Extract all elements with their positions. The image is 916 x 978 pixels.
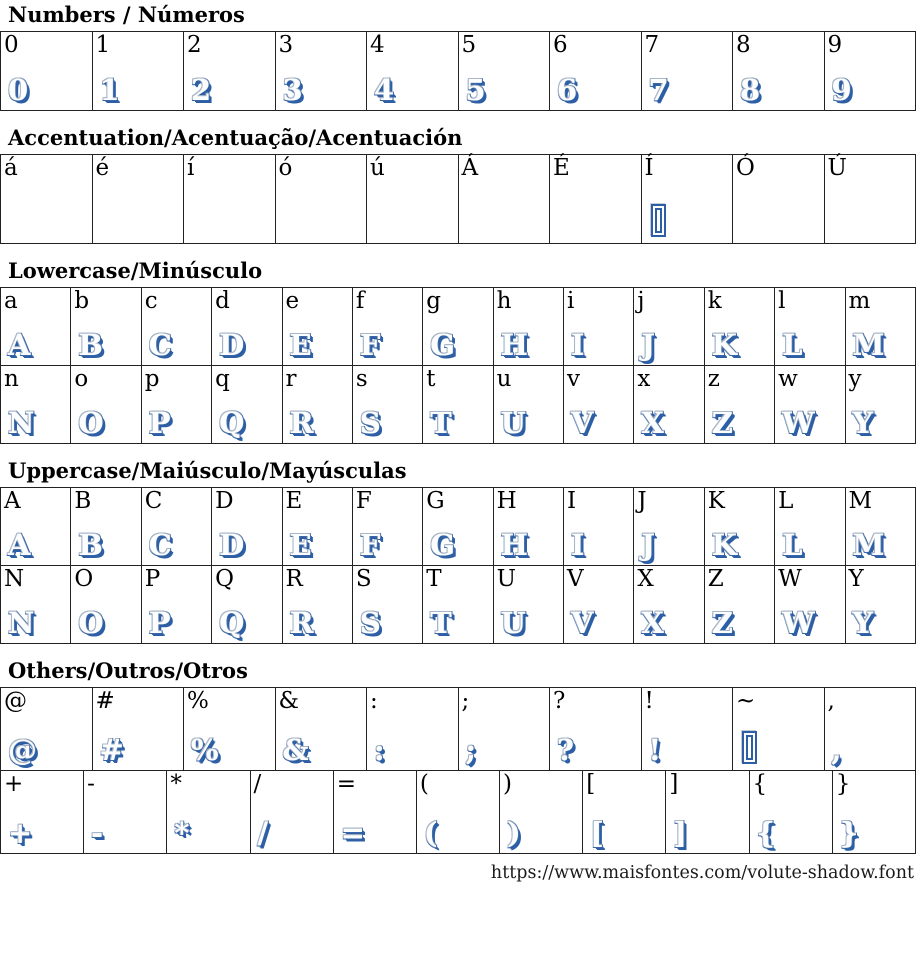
table-row [1, 771, 916, 854]
shadow-glyph: & [282, 733, 310, 768]
char-label: / [253, 771, 262, 798]
shadow-glyph: C [148, 528, 173, 563]
glyph-cell [704, 488, 774, 566]
shadow-glyph: ! [648, 733, 663, 768]
shadow-glyph: B [78, 328, 104, 363]
glyph-cell [212, 488, 282, 566]
glyph-cell [1, 155, 93, 244]
shadow-glyph: H [500, 328, 530, 363]
glyph-cell [845, 366, 916, 444]
char-label: 8 [736, 32, 751, 59]
glyph-cell [141, 366, 211, 444]
glyph-cell [824, 32, 916, 111]
shadow-glyph: 4 [374, 73, 396, 108]
glyph-cell [564, 488, 634, 566]
char-label: q [215, 366, 230, 393]
shadow-glyph: Q [219, 406, 246, 441]
shadow-glyph: V [571, 406, 595, 441]
shadow-glyph: : [374, 733, 386, 768]
footer-url: https://www.maisfontes.com/volute-shadow.font [490, 863, 914, 884]
shadow-glyph: J [641, 528, 657, 563]
shadow-glyph: E [289, 328, 313, 363]
shadow-glyph: L [782, 528, 804, 563]
glyph-cell [367, 155, 459, 244]
glyph-table [0, 154, 916, 244]
char-label: F [355, 488, 372, 515]
char-label: ; [461, 688, 470, 715]
char-label: r [285, 366, 297, 393]
glyph-cell [1, 566, 71, 644]
char-label: h [496, 288, 512, 315]
shadow-glyph: 2 [191, 73, 213, 108]
glyph-cell [212, 288, 282, 366]
glyph-cell [71, 488, 141, 566]
shadow-glyph: B [78, 528, 104, 563]
glyph-cell [564, 566, 634, 644]
char-label: 5 [461, 32, 477, 59]
char-label: í [187, 155, 195, 182]
shadow-glyph: K [711, 528, 738, 563]
shadow-glyph: 5 [465, 73, 487, 108]
glyph-cell [92, 155, 184, 244]
glyph-cell [641, 32, 733, 111]
table-row [1, 155, 916, 244]
char-label: É [553, 155, 570, 182]
shadow-glyph: I [571, 328, 586, 363]
glyph-cell [282, 366, 352, 444]
glyph-cell [641, 688, 733, 771]
char-label: i [567, 288, 575, 315]
glyph-cell [458, 155, 550, 244]
char-label: { [752, 771, 768, 798]
table-row [1, 288, 916, 366]
char-label: T [426, 566, 442, 593]
glyph-cell [733, 155, 825, 244]
glyph-cell [423, 566, 493, 644]
glyph-cell [824, 688, 916, 771]
glyph-cell [634, 366, 704, 444]
char-label: c [144, 288, 158, 315]
char-label: b [74, 288, 90, 315]
section-title: Others/Outros/Otros [8, 658, 248, 684]
shadow-glyph: Q [219, 606, 246, 641]
glyph-cell [550, 155, 642, 244]
glyph-cell [733, 688, 825, 771]
glyph-cell [845, 288, 916, 366]
glyph-cell [367, 32, 459, 111]
shadow-glyph: I [571, 528, 586, 563]
shadow-glyph: ] [673, 816, 689, 851]
shadow-glyph: Z [711, 606, 734, 641]
char-label: S [355, 566, 372, 593]
glyph-cell [500, 771, 583, 854]
char-label: o [74, 366, 89, 393]
char-label: G [426, 488, 445, 515]
shadow-glyph: N [8, 406, 36, 441]
shadow-glyph: W [782, 606, 816, 641]
shadow-glyph: S [359, 606, 382, 641]
glyph-cell [416, 771, 499, 854]
shadow-glyph: N [8, 606, 36, 641]
glyph-cell [564, 366, 634, 444]
char-label: 0 [4, 32, 19, 59]
shadow-glyph: E [289, 528, 313, 563]
shadow-glyph: , [831, 733, 843, 768]
shadow-glyph: } [839, 816, 860, 851]
glyph-cell [564, 288, 634, 366]
shadow-glyph: # [99, 733, 125, 768]
glyph-cell [775, 366, 845, 444]
char-label: L [778, 488, 794, 515]
glyph-cell [733, 32, 825, 111]
shadow-glyph: T [430, 406, 453, 441]
glyph-cell [71, 366, 141, 444]
char-label: ú [370, 155, 385, 182]
glyph-cell [1, 488, 71, 566]
glyph-cell [84, 771, 167, 854]
glyph-cell [775, 566, 845, 644]
shadow-glyph: V [571, 606, 595, 641]
char-label: [ [586, 771, 596, 798]
shadow-glyph: S [359, 406, 382, 441]
char-label: 4 [370, 32, 385, 59]
shadow-glyph: A [8, 528, 32, 563]
glyph-cell [212, 566, 282, 644]
section-title: Accentuation/Acentuação/Acentuación [8, 125, 463, 151]
table-row [1, 688, 916, 771]
glyph-table [0, 770, 916, 854]
char-label: I [567, 488, 577, 515]
glyph-cell [275, 155, 367, 244]
char-label: ! [644, 688, 654, 715]
char-label: - [87, 771, 95, 798]
char-label: t [426, 366, 436, 393]
glyph-cell [212, 366, 282, 444]
char-label: : [370, 688, 378, 715]
missing-glyph-box [742, 731, 757, 764]
glyph-cell [845, 488, 916, 566]
char-label: p [144, 366, 160, 393]
char-label: u [496, 366, 512, 393]
char-label: 2 [187, 32, 202, 59]
shadow-glyph: L [782, 328, 804, 363]
table-row [1, 32, 916, 111]
glyph-cell [550, 32, 642, 111]
glyph-cell [641, 155, 733, 244]
glyph-cell [282, 288, 352, 366]
char-label: R [285, 566, 303, 593]
glyph-cell [282, 566, 352, 644]
glyph-cell [333, 771, 416, 854]
glyph-cell [550, 688, 642, 771]
shadow-glyph: A [8, 328, 32, 363]
shadow-glyph: T [430, 606, 453, 641]
glyph-cell [1, 288, 71, 366]
char-label: } [835, 771, 851, 798]
char-label: l [778, 288, 786, 315]
glyph-cell [275, 688, 367, 771]
shadow-glyph: O [78, 406, 105, 441]
char-label: k [707, 288, 722, 315]
glyph-cell [92, 32, 184, 111]
glyph-cell [493, 566, 563, 644]
glyph-cell [493, 366, 563, 444]
char-label: N [4, 566, 25, 593]
glyph-cell [493, 288, 563, 366]
char-label: X [637, 566, 654, 593]
glyph-cell [423, 288, 493, 366]
char-label: ~ [736, 688, 756, 715]
char-label: x [637, 366, 651, 393]
char-label: ) [503, 771, 513, 798]
shadow-glyph: F [359, 328, 382, 363]
glyph-cell [184, 155, 276, 244]
glyph-cell [184, 688, 276, 771]
char-label: é [95, 155, 110, 182]
shadow-glyph: ) [507, 816, 522, 851]
char-label: Q [215, 566, 234, 593]
char-label: g [426, 288, 441, 315]
glyph-cell [634, 488, 704, 566]
shadow-glyph: D [219, 328, 246, 363]
char-label: v [567, 366, 580, 393]
shadow-glyph: Z [711, 406, 734, 441]
shadow-glyph: C [148, 328, 173, 363]
char-label: Á [461, 155, 479, 182]
glyph-cell [704, 366, 774, 444]
shadow-glyph: - [91, 816, 105, 851]
shadow-glyph: 6 [557, 73, 579, 108]
char-label: B [74, 488, 92, 515]
glyph-cell [282, 488, 352, 566]
char-label: H [496, 488, 517, 515]
glyph-cell [167, 771, 250, 854]
shadow-glyph: F [359, 528, 382, 563]
shadow-glyph: 0 [8, 73, 30, 108]
char-label: ? [553, 688, 566, 715]
shadow-glyph: U [500, 606, 527, 641]
char-label: ( [419, 771, 429, 798]
char-label: y [848, 366, 862, 393]
missing-glyph-box [651, 204, 666, 237]
shadow-glyph: M [852, 528, 886, 563]
glyph-cell [423, 366, 493, 444]
glyph-cell [352, 566, 422, 644]
char-label: M [848, 488, 873, 515]
glyph-table [0, 287, 916, 444]
char-label: Y [848, 566, 864, 593]
glyph-cell [458, 688, 550, 771]
glyph-cell [1, 366, 71, 444]
char-label: W [778, 566, 802, 593]
table-row [1, 366, 916, 444]
glyph-cell [92, 688, 184, 771]
glyph-table [0, 487, 916, 644]
glyph-cell [141, 488, 211, 566]
char-label: & [278, 688, 299, 715]
glyph-cell [845, 566, 916, 644]
glyph-cell [367, 688, 459, 771]
char-label: O [74, 566, 94, 593]
table-row [1, 488, 916, 566]
char-label: 9 [827, 32, 843, 59]
char-label: 6 [553, 32, 568, 59]
char-label: Ó [736, 155, 755, 182]
char-label: @ [4, 688, 27, 715]
char-label: 3 [278, 32, 294, 59]
shadow-glyph: H [500, 528, 530, 563]
char-label: s [355, 366, 368, 393]
glyph-cell [71, 288, 141, 366]
char-label: E [285, 488, 303, 515]
font-specimen-sheet [0, 3, 916, 854]
shadow-glyph: P [148, 406, 172, 441]
shadow-glyph: Y [852, 606, 875, 641]
glyph-cell [775, 288, 845, 366]
shadow-glyph: X [641, 406, 665, 441]
char-label: Ú [827, 155, 847, 182]
glyph-cell [1, 32, 93, 111]
glyph-cell [666, 771, 749, 854]
char-label: ó [278, 155, 293, 182]
char-label: V [567, 566, 584, 593]
shadow-glyph: O [78, 606, 105, 641]
section-title: Numbers / Números [8, 2, 245, 27]
char-label: C [144, 488, 163, 515]
glyph-cell [250, 771, 333, 854]
glyph-cell [458, 32, 550, 111]
char-label: ] [669, 771, 679, 798]
shadow-glyph: / [257, 816, 270, 851]
glyph-cell [634, 566, 704, 644]
shadow-glyph: G [430, 528, 457, 563]
char-label: U [496, 566, 517, 593]
glyph-cell [423, 488, 493, 566]
char-label: Í [644, 155, 654, 182]
char-label: e [285, 288, 300, 315]
table-row [1, 566, 916, 644]
shadow-glyph: [ [590, 816, 605, 851]
glyph-cell [704, 288, 774, 366]
glyph-cell [832, 771, 915, 854]
glyph-cell [141, 288, 211, 366]
glyph-cell [71, 566, 141, 644]
char-label: + [4, 771, 24, 798]
shadow-glyph: ( [423, 816, 439, 851]
glyph-table [0, 687, 916, 771]
shadow-glyph: M [852, 328, 886, 363]
section-title: Uppercase/Maiúsculo/Mayúsculas [8, 458, 407, 484]
shadow-glyph: { [756, 816, 777, 851]
char-label: n [4, 366, 19, 393]
char-label: J [637, 488, 647, 515]
shadow-glyph: 7 [648, 73, 670, 108]
shadow-glyph: P [148, 606, 172, 641]
shadow-glyph: W [782, 406, 816, 441]
shadow-glyph: ? [557, 733, 575, 768]
char-label: A [4, 488, 21, 515]
glyph-cell [634, 288, 704, 366]
glyph-cell [824, 155, 916, 244]
shadow-glyph: X [641, 606, 665, 641]
char-label: a [4, 288, 18, 315]
shadow-glyph: R [289, 406, 315, 441]
char-label: K [707, 488, 725, 515]
shadow-glyph: % [191, 733, 220, 768]
char-label: = [336, 771, 356, 798]
shadow-glyph: J [641, 328, 657, 363]
shadow-glyph: + [8, 816, 34, 851]
glyph-cell [352, 488, 422, 566]
shadow-glyph: 8 [740, 73, 762, 108]
section-title: Lowercase/Minúsculo [8, 258, 263, 284]
char-label: z [707, 366, 720, 393]
char-label: , [827, 688, 835, 715]
char-label: j [637, 288, 645, 315]
char-label: D [215, 488, 234, 515]
glyph-cell [141, 566, 211, 644]
char-label: m [848, 288, 871, 315]
glyph-cell [749, 771, 832, 854]
shadow-glyph: G [430, 328, 457, 363]
glyph-cell [583, 771, 666, 854]
shadow-glyph: * [174, 816, 191, 851]
char-label: f [355, 288, 365, 315]
char-label: P [144, 566, 161, 593]
shadow-glyph: Y [852, 406, 875, 441]
char-label: # [95, 688, 115, 715]
shadow-glyph: ; [465, 733, 478, 768]
char-label: % [187, 688, 209, 715]
shadow-glyph: R [289, 606, 315, 641]
glyph-cell [775, 488, 845, 566]
glyph-cell [184, 32, 276, 111]
char-label: 1 [95, 32, 111, 59]
char-label: 7 [644, 32, 660, 59]
shadow-glyph: 1 [99, 73, 121, 108]
glyph-cell [493, 488, 563, 566]
shadow-glyph: = [340, 816, 366, 851]
glyph-cell [1, 771, 84, 854]
shadow-glyph: 3 [282, 73, 304, 108]
char-label: w [778, 366, 798, 393]
shadow-glyph: K [711, 328, 738, 363]
glyph-cell [352, 366, 422, 444]
glyph-cell [352, 288, 422, 366]
shadow-glyph: @ [8, 733, 38, 768]
glyph-table [0, 31, 916, 111]
char-label: á [4, 155, 18, 182]
glyph-cell [1, 688, 93, 771]
shadow-glyph: D [219, 528, 246, 563]
char-label: Z [707, 566, 724, 593]
glyph-cell [275, 32, 367, 111]
shadow-glyph: U [500, 406, 527, 441]
char-label: d [215, 288, 230, 315]
shadow-glyph: 9 [831, 73, 853, 108]
glyph-cell [704, 566, 774, 644]
char-label: * [170, 771, 182, 798]
